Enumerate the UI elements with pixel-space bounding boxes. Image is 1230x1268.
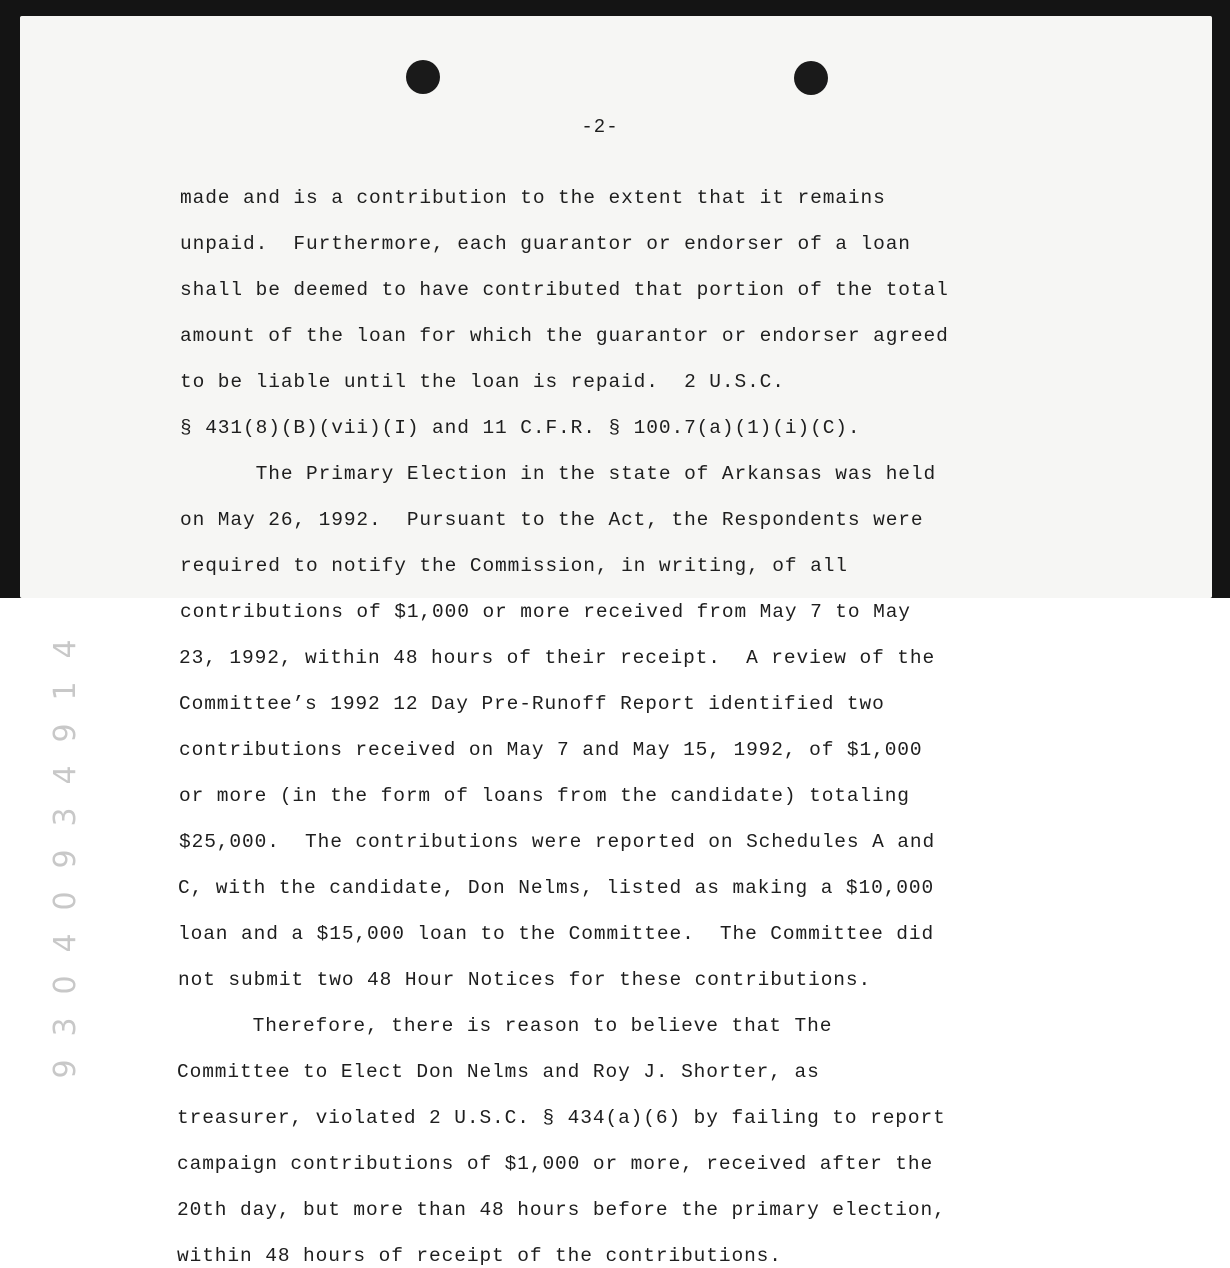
text-line: or more (in the form of loans from the candidate) totaling [179, 785, 910, 807]
text-line: C, with the candidate, Don Nelms, listed as making a $10,000 [178, 877, 935, 899]
text-line: $25,000. The contributions were reported on Schedules A and [179, 831, 936, 853]
text-line: amount of the loan for which the guarantor or endorser agreed [180, 325, 949, 347]
text-line: loan and a $15,000 loan to the Committee. The Committee did [178, 923, 935, 945]
text-line: 20th day, but more than 48 hours before the primary election, [177, 1199, 946, 1221]
text-line: The Primary Election in the state of Arkansas was held [180, 463, 937, 485]
text-line: unpaid. Furthermore, each guarantor or endorser of a loan [180, 233, 911, 255]
text-line: 23, 1992, within 48 hours of their receipt. A review of the [179, 647, 936, 669]
text-line: required to notify the Commission, in writing, of all [180, 555, 848, 577]
text-line: within 48 hours of receipt of the contributions. [177, 1245, 782, 1267]
text-line: Committee’s 1992 12 Day Pre-Runoff Report identified two [179, 693, 885, 715]
text-line: not submit two 48 Hour Notices for these contributions. [178, 969, 872, 991]
page-number: -2- [581, 116, 619, 138]
side-stamp-char: 3 [48, 1017, 83, 1037]
side-stamp-char: 0 [48, 975, 83, 995]
text-line: Therefore, there is reason to believe that The [177, 1015, 833, 1037]
side-stamp-char: 4 [48, 765, 83, 785]
side-stamp-char: 9 [48, 1059, 83, 1079]
punch-hole-left [406, 60, 440, 94]
side-stamp-char: 3 [48, 807, 83, 827]
side-stamp-char: 0 [48, 891, 83, 911]
text-line: made and is a contribution to the extent that it remains [180, 187, 886, 209]
side-stamp-char: 4 [48, 639, 83, 659]
side-stamp-char: 9 [48, 723, 83, 743]
text-line: to be liable until the loan is repaid. 2 U.S.C. [180, 371, 785, 393]
text-line: shall be deemed to have contributed that portion of the total [180, 279, 949, 301]
text-line: treasurer, violated 2 U.S.C. § 434(a)(6) by failing to report [177, 1107, 946, 1129]
side-stamp-char: 9 [48, 849, 83, 869]
text-line: on May 26, 1992. Pursuant to the Act, the Respondents were [180, 509, 924, 531]
text-line: campaign contributions of $1,000 or more, received after the [177, 1153, 934, 1175]
side-document-number [46, 628, 86, 1079]
side-stamp-char: 1 [48, 681, 83, 701]
text-line: contributions of $1,000 or more received from May 7 to May [180, 601, 911, 623]
text-line: Committee to Elect Don Nelms and Roy J. Shorter, as [177, 1061, 820, 1083]
text-line: § 431(8)(B)(vii)(I) and 11 C.F.R. § 100.7(a)(1)(i)(C). [180, 417, 861, 439]
side-stamp-char: 4 [48, 933, 83, 953]
punch-hole-right [794, 61, 828, 95]
text-line: contributions received on May 7 and May 15, 1992, of $1,000 [179, 739, 923, 761]
